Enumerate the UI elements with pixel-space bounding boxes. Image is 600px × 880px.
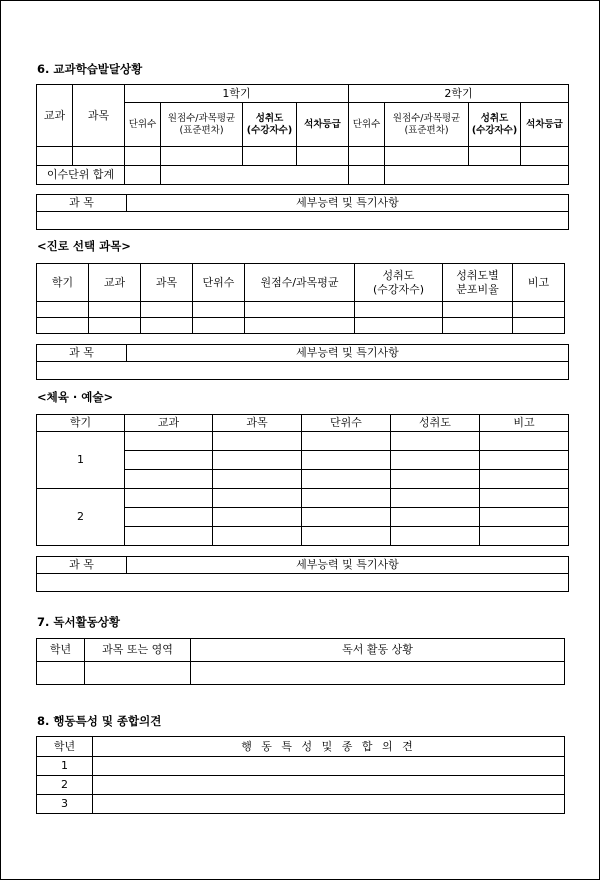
header-year: 학년 — [37, 737, 93, 757]
reading-activity-table — [36, 638, 565, 685]
header-achievement — [355, 264, 443, 302]
header-achievement-1 — [243, 103, 297, 147]
header-rank-2: 석차등급 — [521, 103, 569, 147]
behavior-opinion-table — [36, 736, 565, 814]
enrollment-label: (수강자수) — [246, 124, 293, 136]
header-notes: 비고 — [480, 415, 569, 432]
year-3-label: 3 — [37, 795, 93, 814]
career-elective-table — [36, 263, 565, 334]
arts-pe-title: <체육 · 예술> — [37, 390, 114, 404]
header-course: 과목 — [73, 85, 125, 147]
details-course-header: 과 목 — [37, 557, 127, 574]
section-7-title: 7. 독서활동상황 — [37, 615, 121, 629]
details-course-header: 과 목 — [37, 345, 127, 362]
distribution-label-line1: 성취도별 — [456, 268, 499, 282]
header-reading-activity: 독서 활동 상황 — [191, 639, 565, 662]
achievement-label: 성취도 — [480, 112, 509, 124]
raw-score-label: 원점수/과목평균 — [167, 112, 236, 124]
table-row — [37, 147, 569, 166]
header-semester: 학기 — [37, 264, 89, 302]
total-units-label: 이수단위 합계 — [37, 166, 125, 185]
header-subject-area: 교과 — [125, 415, 213, 432]
year-1-label: 1 — [37, 757, 93, 776]
semester-2-label: 2 — [37, 489, 125, 546]
header-achievement-2 — [469, 103, 521, 147]
details-header: 세부능력 및 특기사항 — [127, 345, 569, 362]
header-units-2: 단위수 — [349, 103, 385, 147]
header-course: 과목 — [141, 264, 193, 302]
achievement-label: 성취도 — [382, 268, 415, 282]
header-notes: 비고 — [513, 264, 565, 302]
std-dev-label: (표준편차) — [404, 124, 449, 136]
table-row — [37, 302, 565, 318]
semester-1-label: 1 — [37, 432, 125, 489]
std-dev-label: (표준편차) — [179, 124, 224, 136]
section-6-title: 6. 교과학습발달상황 — [37, 62, 143, 76]
header-raw-score-1 — [161, 103, 243, 147]
enrollment-label: (수강자수) — [471, 124, 518, 136]
achievement-label: 성취도 — [255, 112, 284, 124]
header-rank-1: 석차등급 — [297, 103, 349, 147]
header-behavior-opinion: 행 동 특 성 및 종 합 의 견 — [93, 737, 565, 757]
enrollment-label: (수강자수) — [372, 282, 425, 296]
header-semester: 학기 — [37, 415, 125, 432]
header-subject-area: 교과 — [37, 85, 73, 147]
details-header: 세부능력 및 특기사항 — [127, 557, 569, 574]
section-8-title: 8. 행동특성 및 종합의견 — [37, 714, 162, 728]
distribution-label-line2: 분포비율 — [456, 282, 499, 296]
details-table-3 — [36, 556, 569, 592]
details-header: 세부능력 및 특기사항 — [127, 195, 569, 212]
grades-table — [36, 84, 569, 185]
header-semester-2: 2학기 — [349, 85, 569, 103]
header-subject-area: 교과 — [89, 264, 141, 302]
header-subject-or-area: 과목 또는 영역 — [85, 639, 191, 662]
details-table-2 — [36, 344, 569, 380]
header-achievement: 성취도 — [391, 415, 480, 432]
table-row — [37, 318, 565, 334]
raw-score-label: 원점수/과목평균 — [392, 112, 461, 124]
details-course-header: 과 목 — [37, 195, 127, 212]
details-table-1 — [36, 194, 569, 230]
header-units: 단위수 — [193, 264, 245, 302]
total-units-row — [37, 166, 569, 185]
year-2-label: 2 — [37, 776, 93, 795]
header-raw-score-2 — [385, 103, 469, 147]
header-units: 단위수 — [302, 415, 391, 432]
header-semester-1: 1학기 — [125, 85, 349, 103]
header-distribution — [443, 264, 513, 302]
table-row — [37, 662, 565, 685]
header-course: 과목 — [213, 415, 302, 432]
header-year: 학년 — [37, 639, 85, 662]
career-elective-title: <진로 선택 과목> — [37, 239, 131, 253]
arts-pe-table — [36, 414, 569, 546]
header-raw-score: 원점수/과목평균 — [245, 264, 355, 302]
header-units-1: 단위수 — [125, 103, 161, 147]
